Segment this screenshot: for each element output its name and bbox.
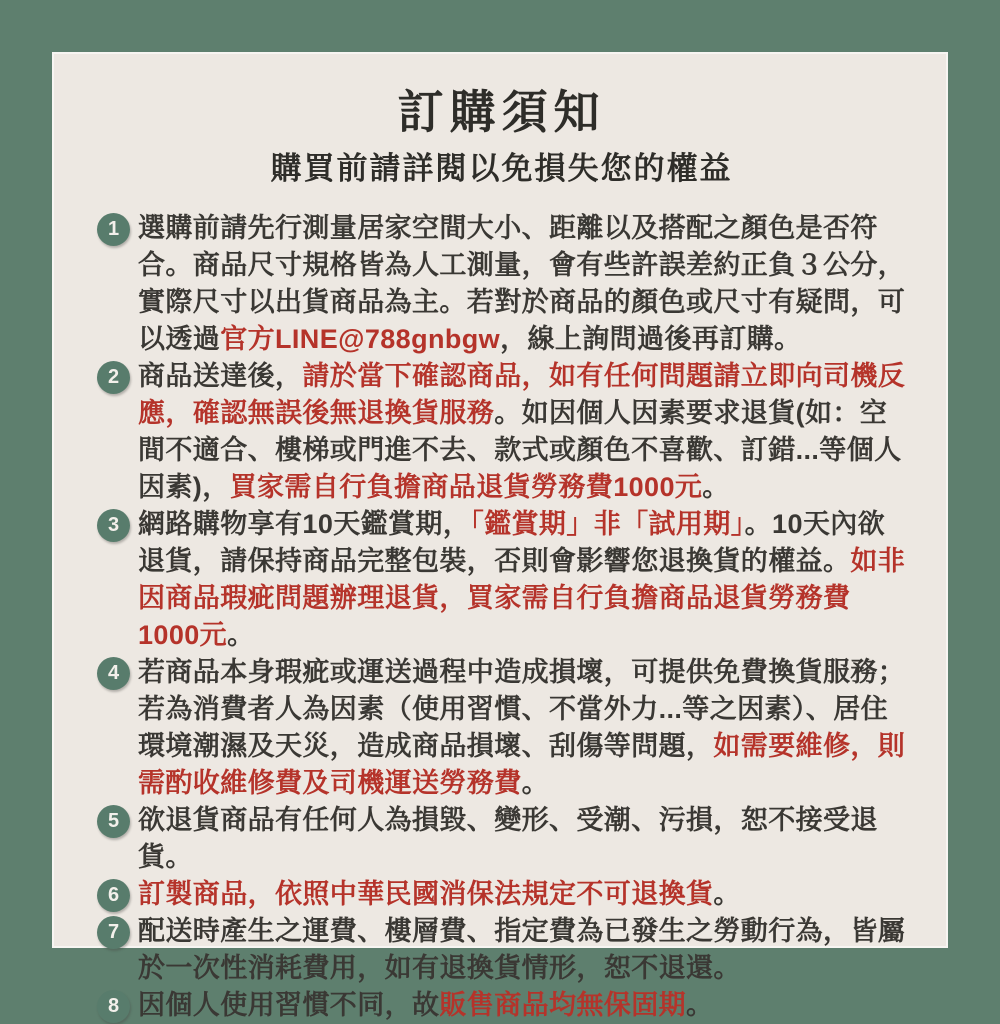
notice-text-segment: 買家需自行負擔商品退貨勞務費1000元 [229, 472, 703, 503]
notice-text [138, 876, 906, 913]
notice-text [138, 358, 906, 506]
notice-text-segment: 請於當下確認商品，如有任何問題請立即向司機反應，確認無誤後無退換貨服務 [138, 361, 906, 429]
notice-text-segment: 販售商品均無保固期 [439, 990, 687, 1021]
notice-text-segment: 如需要維修，則需酌收維修費及司機運送勞務費 [138, 731, 906, 799]
notice-text-segment: 。 [713, 879, 741, 910]
notice-number-badge: 7 [97, 916, 130, 949]
notice-text-segment: 。10天內欲退貨，請保持商品完整包裝，否則會影響您退換貨的權益。 [138, 509, 886, 577]
notice-item [97, 654, 906, 802]
notice-text-segment: 網路購物享有10天鑑賞期， [138, 509, 471, 540]
notice-text-segment: 如非因商品瑕疵問題辦理退貨，買家需自行負擔商品退貨勞務費1000元 [138, 546, 906, 651]
notice-text [138, 913, 906, 987]
notice-text-segment: 選購前請先行測量居家空間大小、距離以及搭配之顏色是否符合。商品尺寸規格皆為人工測量，會有些許誤差約正負３公分，實際尺寸以出貨商品為主。若對於商品的顏色或尺寸有疑問，可以透過 [138, 213, 906, 355]
notice-text-segment: 。如因個人因素要求退貨(如：空間不適合、樓梯或門進不去、款式或顏色不喜歡、訂錯...等個人因素)， [138, 398, 902, 503]
notice-text-segment: 若商品本身瑕疵或運送過程中造成損壞，可提供免費換貨服務；若為消費者人為因素（使用習慣、不當外力...等之因素）、居住環境潮濕及天災，造成商品損壞、刮傷等問題， [138, 657, 906, 762]
notice-text-segment: 。 [702, 472, 730, 503]
notice-item [97, 913, 906, 987]
notice-list [97, 210, 906, 1024]
notice-item [97, 210, 906, 358]
notice-number-badge: 4 [97, 657, 130, 690]
notice-item [97, 506, 906, 654]
notice-number-badge: 6 [97, 879, 130, 912]
notice-text [138, 654, 906, 802]
notice-item [97, 802, 906, 876]
notice-text-segment: 商品送達後， [138, 361, 303, 392]
notice-number-badge: 1 [97, 213, 130, 246]
notice-text-segment: 官方LINE@788gnbgw [220, 324, 501, 355]
notice-text-segment: 訂製商品，依照中華民國消保法規定不可退換貨 [138, 879, 714, 910]
notice-text-segment: 。 [227, 620, 255, 651]
notice-item [97, 987, 906, 1024]
notice-text [138, 506, 906, 654]
notice-number-badge: 2 [97, 361, 130, 394]
page-subtitle: 購買前請詳閱以免損失您的權益 [270, 151, 733, 187]
notice-item [97, 358, 906, 506]
notice-text-segment: 「鑑賞期」非「試用期」 [470, 509, 745, 540]
notice-text-segment: 。 [686, 990, 714, 1021]
notice-text [138, 802, 906, 876]
notice-text [138, 210, 906, 358]
notice-text [138, 987, 906, 1024]
notice-text-segment: 因個人使用習慣不同，故 [138, 990, 440, 1021]
notice-number-badge: 8 [97, 990, 130, 1023]
notice-number-badge: 5 [97, 805, 130, 838]
notice-text-segment: ，線上詢問過後再訂購。 [500, 324, 802, 355]
notice-panel [52, 52, 948, 1021]
notice-text-segment: 。 [521, 768, 550, 799]
notice-item [97, 876, 906, 913]
notice-text-segment: 欲退貨商品有任何人為損毀、變形、受潮、污損，恕不接受退貨。 [138, 805, 878, 873]
page-title: 訂購須知 [397, 86, 606, 138]
notice-number-badge: 3 [97, 509, 130, 542]
notice-text-segment: 配送時產生之運費、樓層費、指定費為已發生之勞動行為，皆屬於一次性消耗費用，如有退換貨情形，恕不退還。 [138, 916, 906, 984]
